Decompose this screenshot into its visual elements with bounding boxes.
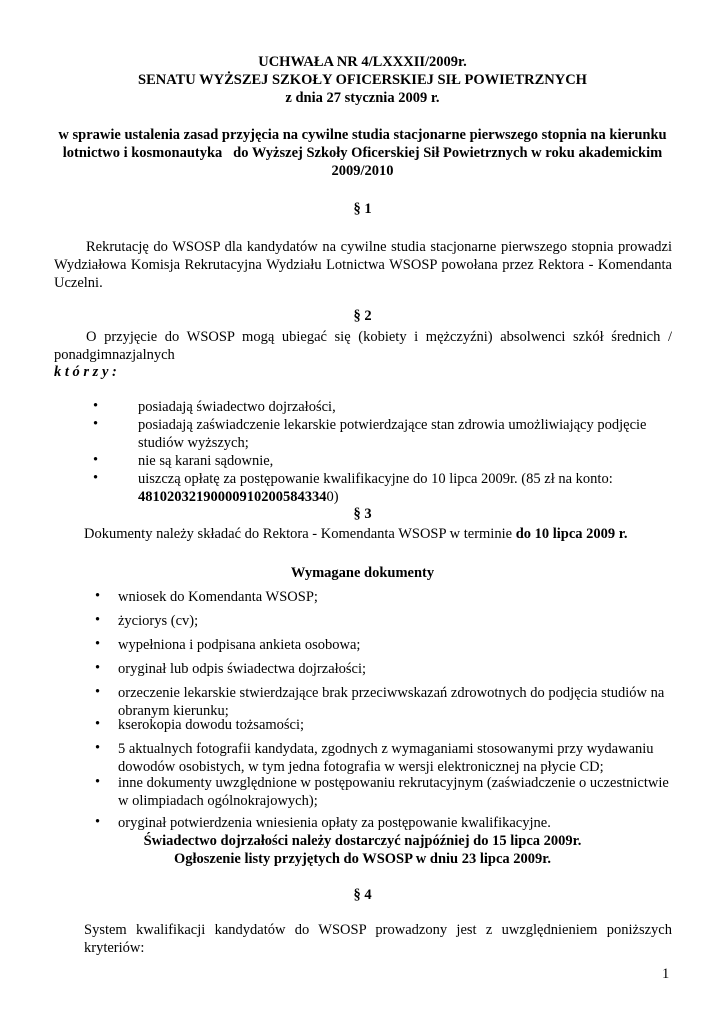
section-1-text: Rekrutację do WSOSP dla kandydatów na cywilne studia stacjonarne pierwszego stopnia prowadzi Wydziałowa Komisja Rekrutacyjna Wydziału Lotnictwa WSOSP powołana przez Rektora - Komendanta Uczelni. — [54, 239, 672, 291]
results-announcement-note: Ogłoszenie listy przyjętych do WSOSP w dniu 23 lipca 2009r. — [173, 851, 552, 867]
list-item-text: oryginał potwierdzenia wniesienia opłaty za postępowanie kwalifikacyjne. — [118, 815, 551, 831]
submission-deadline: do 10 lipca 2009 r. — [515, 526, 628, 542]
subject-line-3: 2009/2010 — [331, 163, 394, 179]
certificate-deadline-note: Świadectwo dojrzałości należy dostarczyć najpóźniej do 15 lipca 2009r. — [143, 833, 582, 849]
resolution-date: z dnia 27 stycznia 2009 r. — [285, 90, 440, 106]
bullet-icon: • — [95, 716, 101, 732]
bullet-icon: • — [95, 612, 101, 628]
list-item-text: nie są karani sądownie, — [138, 453, 274, 469]
resolution-number: UCHWAŁA NR 4/LXXXII/2009r. — [258, 54, 467, 70]
bullet-icon: • — [95, 774, 101, 790]
bullet-icon: • — [93, 416, 99, 432]
section-2-ktorzy: k t ó r z y : — [54, 364, 117, 380]
required-documents-title: Wymagane dokumenty — [290, 565, 435, 581]
fee-text: uiszczą opłatę za postępowanie kwalifikacyjne do 10 lipca 2009r. (85 zł na konto: — [138, 471, 613, 487]
fee-text-end: 0) — [326, 489, 339, 505]
section-1-title: § 1 — [353, 201, 372, 217]
list-item-text — [138, 470, 678, 506]
section-3-text — [84, 526, 628, 543]
list-item-text: orzeczenie lekarskie stwierdzające brak przeciwwskazań zdrowotnych do podjęcia studiów na obranym kierunku; — [118, 685, 665, 719]
bullet-icon: • — [93, 470, 99, 486]
list-item-text: wypełniona i podpisana ankieta osobowa; — [118, 637, 361, 653]
list-item-text: 5 aktualnych fotografii kandydata, zgodnych z wymaganiami stosowanymi przy wydawaniu dowodów osobistych, w tym jedna fotografia w wersji elektronicznej na płycie CD; — [118, 741, 654, 775]
bullet-icon: • — [95, 588, 101, 604]
list-item-text: kserokopia dowodu tożsamości; — [118, 717, 305, 733]
bank-account: 48102032190000910200584334 — [138, 489, 327, 505]
subject-line-2: lotnictwo i kosmonautyka do Wyższej Szkoły Oficerskiej Sił Powietrznych w roku akademickim — [62, 145, 663, 161]
section-2-text: O przyjęcie do WSOSP mogą ubiegać się (kobiety i mężczyźni) absolwenci szkół średnich / ponadgimnazjalnych — [54, 329, 672, 363]
list-item-text: życiorys (cv); — [118, 613, 199, 629]
bullet-icon: • — [95, 740, 101, 756]
bullet-icon: • — [95, 814, 101, 830]
resolution-header — [0, 53, 725, 107]
list-item-text: oryginał lub odpis świadectwa dojrzałości; — [118, 661, 367, 677]
section-4-title: § 4 — [353, 887, 372, 903]
subject-line-1: w sprawie ustalenia zasad przyjęcia na cywilne studia stacjonarne pierwszego stopnia na kierunku — [58, 127, 667, 143]
list-item-text: inne dokumenty uwzględnione w postępowaniu rekrutacyjnym (zaświadczenie o uczestnictwie w olimpiadach ogólnokrajowych); — [118, 775, 669, 809]
list-item-text: posiadają zaświadczenie lekarskie potwierdzające stan zdrowia umożliwiający podjęcie studiów wyższych; — [138, 417, 647, 451]
section-3-notes — [0, 832, 725, 868]
section-4-text: System kwalifikacji kandydatów do WSOSP prowadzony jest z uwzględnieniem poniższych kryteriów: — [84, 922, 672, 956]
resolution-subject — [0, 126, 725, 180]
submission-text: Dokumenty należy składać do Rektora - Komendanta WSOSP w terminie — [84, 526, 516, 542]
page-number: 1 — [662, 966, 670, 982]
bullet-icon: • — [95, 636, 101, 652]
senate-name: SENATU WYŻSZEJ SZKOŁY OFICERSKIEJ SIŁ POWIETRZNYCH — [138, 72, 587, 88]
list-item-text: posiadają świadectwo dojrzałości, — [138, 399, 336, 415]
bullet-icon: • — [95, 684, 101, 700]
bullet-icon: • — [93, 398, 99, 414]
section-2-title: § 2 — [353, 308, 372, 324]
list-item-text: wniosek do Komendanta WSOSP; — [118, 589, 318, 605]
bullet-icon: • — [95, 660, 101, 676]
section-3-title: § 3 — [353, 506, 372, 522]
bullet-icon: • — [93, 452, 99, 468]
